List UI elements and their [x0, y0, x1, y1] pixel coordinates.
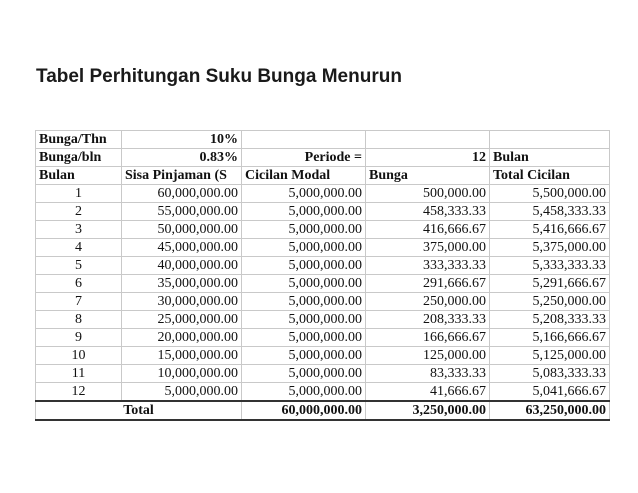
bunga-bln-label: Bunga/bln [36, 149, 122, 167]
cell-sisa-pinjaman: 20,000,000.00 [122, 329, 242, 347]
page-title: Tabel Perhitungan Suku Bunga Menurun [36, 66, 402, 87]
table-row [36, 347, 610, 365]
cell-cicilan-modal: 5,000,000.00 [242, 347, 366, 365]
cell-bulan: 11 [36, 365, 122, 383]
bunga-bln-value: 0.83% [122, 149, 242, 167]
table-row [36, 275, 610, 293]
cell-total-cicilan: 5,166,666.67 [490, 329, 610, 347]
table-row [36, 185, 610, 203]
cell-bunga: 375,000.00 [366, 239, 490, 257]
cell-bulan: 4 [36, 239, 122, 257]
column-header-cicilan-modal: Cicilan Modal [242, 167, 366, 185]
table-row [36, 311, 610, 329]
cell-sisa-pinjaman: 45,000,000.00 [122, 239, 242, 257]
total-bunga: 3,250,000.00 [366, 401, 490, 420]
cell-bunga: 208,333.33 [366, 311, 490, 329]
empty-cell [366, 131, 490, 149]
cell-bunga: 291,666.67 [366, 275, 490, 293]
cell-total-cicilan: 5,083,333.33 [490, 365, 610, 383]
table-row [36, 203, 610, 221]
column-header-bunga: Bunga [366, 167, 490, 185]
total-total-cicilan: 63,250,000.00 [490, 401, 610, 420]
cell-total-cicilan: 5,500,000.00 [490, 185, 610, 203]
cell-bunga: 458,333.33 [366, 203, 490, 221]
cell-total-cicilan: 5,458,333.33 [490, 203, 610, 221]
cell-bunga: 41,666.67 [366, 383, 490, 402]
cell-bunga: 125,000.00 [366, 347, 490, 365]
cell-bulan: 7 [36, 293, 122, 311]
table-row [36, 239, 610, 257]
cell-total-cicilan: 5,291,666.67 [490, 275, 610, 293]
periode-label: Periode = [242, 149, 366, 167]
cell-bulan: 8 [36, 311, 122, 329]
cell-sisa-pinjaman: 50,000,000.00 [122, 221, 242, 239]
cell-bunga: 166,666.67 [366, 329, 490, 347]
cell-bulan: 10 [36, 347, 122, 365]
cell-total-cicilan: 5,125,000.00 [490, 347, 610, 365]
cell-total-cicilan: 5,041,666.67 [490, 383, 610, 402]
empty-cell [490, 131, 610, 149]
cell-total-cicilan: 5,375,000.00 [490, 239, 610, 257]
cell-bulan: 1 [36, 185, 122, 203]
cell-bunga: 83,333.33 [366, 365, 490, 383]
table-row-bunga-bln [36, 149, 610, 167]
cell-bulan: 5 [36, 257, 122, 275]
column-header-bulan: Bulan [36, 167, 122, 185]
table-row [36, 329, 610, 347]
cell-sisa-pinjaman: 10,000,000.00 [122, 365, 242, 383]
cell-total-cicilan: 5,250,000.00 [490, 293, 610, 311]
loan-table [35, 130, 610, 421]
cell-bulan: 2 [36, 203, 122, 221]
cell-bulan: 6 [36, 275, 122, 293]
cell-cicilan-modal: 5,000,000.00 [242, 185, 366, 203]
cell-sisa-pinjaman: 40,000,000.00 [122, 257, 242, 275]
cell-cicilan-modal: 5,000,000.00 [242, 383, 366, 402]
cell-sisa-pinjaman: 55,000,000.00 [122, 203, 242, 221]
cell-bulan: 3 [36, 221, 122, 239]
total-row [36, 401, 610, 420]
column-header-row [36, 167, 610, 185]
cell-bunga: 416,666.67 [366, 221, 490, 239]
table-row [36, 257, 610, 275]
table-row [36, 383, 610, 402]
cell-total-cicilan: 5,208,333.33 [490, 311, 610, 329]
cell-total-cicilan: 5,333,333.33 [490, 257, 610, 275]
cell-cicilan-modal: 5,000,000.00 [242, 239, 366, 257]
bunga-thn-value: 10% [122, 131, 242, 149]
cell-sisa-pinjaman: 25,000,000.00 [122, 311, 242, 329]
cell-cicilan-modal: 5,000,000.00 [242, 221, 366, 239]
table-row [36, 365, 610, 383]
cell-bulan: 9 [36, 329, 122, 347]
total-label: Total [36, 401, 242, 420]
total-cicilan-modal: 60,000,000.00 [242, 401, 366, 420]
cell-bunga: 250,000.00 [366, 293, 490, 311]
cell-total-cicilan: 5,416,666.67 [490, 221, 610, 239]
cell-cicilan-modal: 5,000,000.00 [242, 293, 366, 311]
cell-cicilan-modal: 5,000,000.00 [242, 365, 366, 383]
cell-bulan: 12 [36, 383, 122, 402]
periode-value: 12 [366, 149, 490, 167]
cell-cicilan-modal: 5,000,000.00 [242, 329, 366, 347]
table-row [36, 293, 610, 311]
cell-sisa-pinjaman: 60,000,000.00 [122, 185, 242, 203]
cell-bunga: 333,333.33 [366, 257, 490, 275]
table-row-bunga-thn [36, 131, 610, 149]
cell-cicilan-modal: 5,000,000.00 [242, 275, 366, 293]
cell-cicilan-modal: 5,000,000.00 [242, 203, 366, 221]
cell-cicilan-modal: 5,000,000.00 [242, 311, 366, 329]
periode-unit: Bulan [490, 149, 610, 167]
cell-sisa-pinjaman: 5,000,000.00 [122, 383, 242, 402]
cell-sisa-pinjaman: 15,000,000.00 [122, 347, 242, 365]
cell-cicilan-modal: 5,000,000.00 [242, 257, 366, 275]
empty-cell [242, 131, 366, 149]
table-row [36, 221, 610, 239]
column-header-total-cicilan: Total Cicilan [490, 167, 610, 185]
cell-sisa-pinjaman: 35,000,000.00 [122, 275, 242, 293]
cell-sisa-pinjaman: 30,000,000.00 [122, 293, 242, 311]
column-header-sisa-pinjaman: Sisa Pinjaman (S [122, 167, 242, 185]
bunga-thn-label: Bunga/Thn [36, 131, 122, 149]
cell-bunga: 500,000.00 [366, 185, 490, 203]
